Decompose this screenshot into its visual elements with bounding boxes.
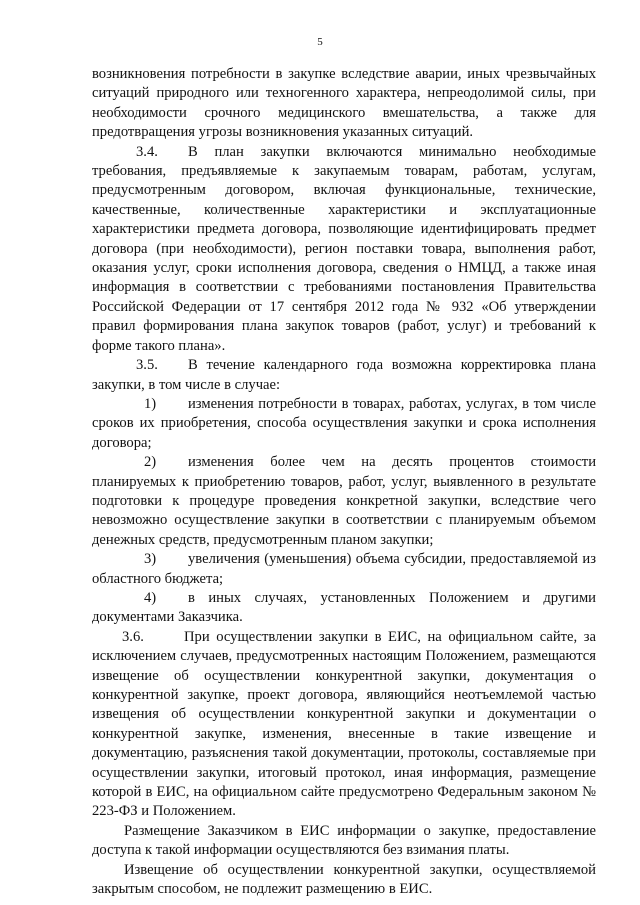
paragraph-fee: Размещение Заказчиком в ЕИС информации о закупке, предоставление доступа к такой информации осуществляются без взимания платы. [92,822,596,859]
subitem-text: увеличения (уменьшения) объема субсидии, предоставляемой из областного бюджета; [92,551,596,587]
subitem-2 [92,453,596,550]
clause-3-5 [92,356,596,395]
subitem-text: изменения потребности в товарах, работах, услугах, в том числе сроков их приобретения, способа осуществления закупки и срока исполнения договора; [92,395,596,451]
subitem-1 [92,395,596,453]
document-body [92,65,596,899]
paragraph-continuation: возникновения потребности в закупке вследствие аварии, иных чрезвычайных ситуаций природного или техногенного характера, непреодолимой силы, при необходимости срочного медицинского вмешательства, а также для предотвращения угрозы возникновения указанных ситуаций. [92,66,596,141]
page-number: 5 [317,36,323,48]
clause-text: В течение календарного года возможна корректировка плана закупки, в том числе в случае: [92,357,596,393]
clause-text: При осуществлении закупки в ЕИС, на официальном сайте, за исключением случаев, предусмотренных настоящим Положением, размещаются извещение об осуществлении конкурентной закупки, документация о конкурентной закупке, проект договора, являющийся неотъемлемой частью извещения об осуществлении конкурентной закупки и документации о конкурентной закупке, изменения, внесенные в такие извещение и документацию, разъяснения такой документации, протоколы, составляемые при осуществлении закупки, итоговый протокол, иная информация, размещение которой в ЕИС, на официальном сайте предусмотрено Федеральным законом № 223-ФЗ и Положением. [92,628,596,820]
paragraph-closed-procurement: Извещение об осуществлении конкурентной закупки, осуществляемой закрытым способом, не подлежит размещению в ЕИС. [92,861,596,898]
subitem-number: 1) [144,395,157,412]
subitem-3 [92,550,596,589]
subitem-number: 2) [144,454,157,471]
clause-number: 3.4. [136,143,158,160]
subitem-text: в иных случаях, установленных Положением и другими документами Заказчика. [92,589,596,626]
clause-3-4 [92,143,596,356]
subitem-text: изменения более чем на десять процентов стоимости планируемых к приобретению товаров, работ, услуг, выявленного в результате подготовки к процедуре проведения конкретной закупки, вследствие чего невозможно осуществление закупки в соответствии с планируемым объемом денежных средств, предусмотренным планом закупки; [92,454,596,548]
clause-number: 3.6. [122,628,144,645]
clause-text: В план закупки включаются минимально необходимые требования, предъявляемые к закупаемым товарам, работам, услугам, предусмотренным договором, включая функциональные, технические, качественные, количественные характеристики и эксплуатационные характеристики предмета договора, позволяющие идентифицировать предмет договора (при необходимости), регион поставки товара, выполнения работ, оказания услуг, сроки исполнения договора, сведения о НМЦД, а также иная информация в соответствии с требованиями постановления Правительства Российской Федерации от 17 сентября 2012 года № 932 «Об утверждении правил формирования плана закупок товаров (работ, услуг) и требований к форме такого плана». [92,143,596,354]
subitem-number: 4) [144,589,157,606]
clause-number: 3.5. [136,357,158,374]
subitem-number: 3) [144,551,157,568]
subitem-4 [92,589,596,628]
clause-3-6 [92,628,596,822]
